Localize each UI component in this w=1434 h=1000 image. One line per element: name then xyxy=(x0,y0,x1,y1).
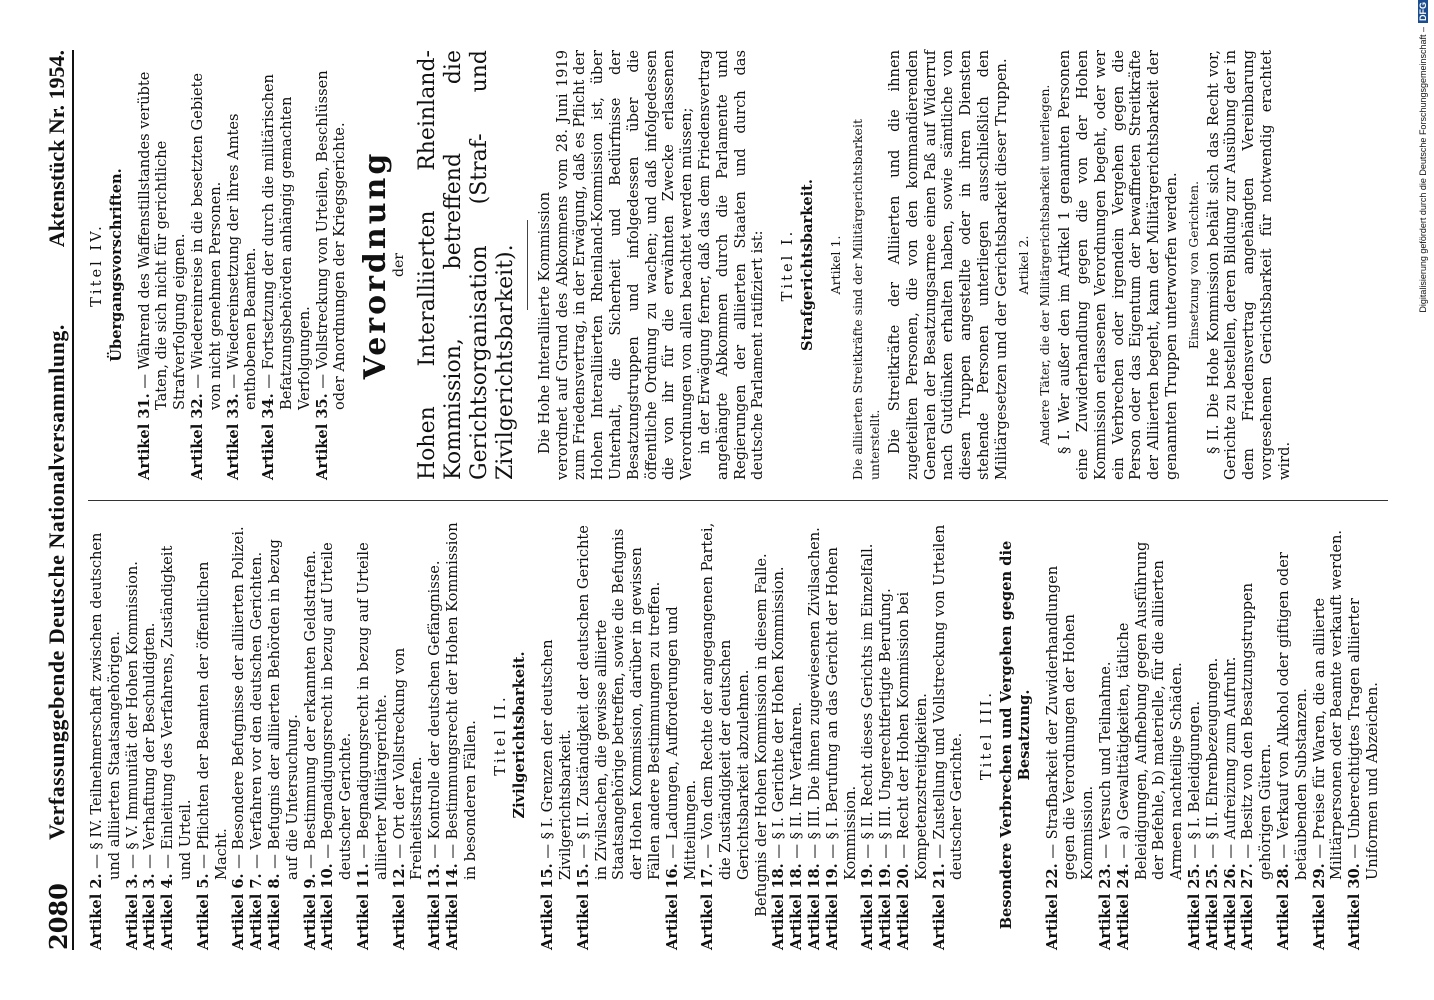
article-label: Artikel 7. xyxy=(248,873,266,950)
divider-line xyxy=(527,220,528,310)
article-description: — a) Gewalttätigkeiten, tätliche Beleidigungen, Aufhebung gegen Ausführung der Befehle, b) materielle, für die alliierten Armeen nachteilige Schäden. xyxy=(1114,541,1186,880)
article-label: Artikel 20. xyxy=(895,863,913,950)
article-1-text: Die Streitkräfte der Alliierten und die ihnen zugeteilten Personen, die von den kommandierenden Generalen der Besatzungsarmee einen Paß auf Widerruf nach Gutdünken erhalten haben, sowie sämtliche von diesen Truppen angestellte oder in ihren Diensten stehende Personen unterliegen ausschließlich den Militärgesetzen und der Gerichtsbarkeit dieser Truppen. xyxy=(886,50,1010,480)
article-list-c xyxy=(770,520,966,950)
toc-row xyxy=(88,520,124,950)
toc-row xyxy=(426,520,444,950)
toc-row xyxy=(1346,520,1382,950)
article-label: Artikel 8. xyxy=(265,873,283,950)
article-label: Artikel 30. xyxy=(1346,863,1364,950)
article-description: — § IV. Teilnehmerschaft zwischen deutschen und alliierten Staatsangehörigen. xyxy=(88,532,123,880)
toc-row xyxy=(806,520,824,950)
article-description: — Preise für Waren, die an alliierte Militärpersonen oder Beamte verkauft werden. xyxy=(1310,529,1346,880)
article-description: — Pflichten der Beamten der öffentlichen Macht. xyxy=(194,561,230,880)
toc-row xyxy=(159,520,195,950)
toc-row xyxy=(824,520,860,950)
article-list-b xyxy=(539,520,753,950)
article-2-note: Andere Täter, die der Militärgerichtsbarkeit unterliegen. xyxy=(1037,84,1053,446)
toc-row xyxy=(895,520,931,950)
toc-row xyxy=(355,520,391,950)
article-label: Artikel 22. xyxy=(1043,863,1061,950)
preamble-paragraph: verordnet auf Grund des Abkommens vom 28. Juni 1919 zum Friedensvertrag, in der Erwägung, daß es Pflicht der Hohen Interalliierten Rheinland-Kommission ist, über Unterhalt, die Sicherheit und Bedürfnisse der Besatzungstruppen und infolgedessen über die öffentliche Ordnung zu wachen; und daß infolgedessen die von ihr für die erwähnten Zwecke erlassenen Verordnungen von allen beachtet werden müssen; xyxy=(553,50,696,480)
toc-row xyxy=(1239,520,1275,950)
article-description: — Ladungen, Aufforderungen und Mitteilungen. xyxy=(663,606,699,880)
toc-row xyxy=(877,520,895,950)
article-1-heading: Artikel 1. xyxy=(827,235,843,295)
article-label: Artikel 19. xyxy=(823,863,841,950)
article-label: Artikel 27. xyxy=(1239,863,1257,950)
article-label: Artikel 3. xyxy=(123,873,141,950)
toc-row xyxy=(1097,520,1115,950)
article-label: Artikel 23. xyxy=(1097,863,1115,950)
article-2-text-2: § II. Die Hohe Kommission behält sich das Recht vor, Gerichte zu bestellen, deren Bildung zur Ausübung der in dem Friedensvertrag angehängten Vereinbarung vorgesehenen Gerichtsbarkeit für notwendig erachtet wird. xyxy=(1204,50,1293,480)
toc-row xyxy=(539,520,575,950)
article-label: Artikel 26. xyxy=(1221,863,1239,950)
toc-row xyxy=(189,50,225,480)
article-description: — § II. Zuständigkeit der deutschen Gerichte in Zivilsachen, die gewisse alliierte Staatsangehörige betreffen, sowie die Befugnis der Hohen Kommission, darüber in gewissen Fällen andere Bestimmungen zu treffen. xyxy=(574,525,663,880)
article-description: — Wiedereinreise in die besetzten Gebiete von nicht genehmen Personen. xyxy=(188,73,224,410)
left-column xyxy=(88,520,1382,950)
toc-row xyxy=(1186,520,1204,950)
article-description: — Wiedereinsetzung der ihres Amtes enthobenen Beamten. xyxy=(224,113,260,410)
article-label: Artikel 15. xyxy=(574,863,592,950)
article-2-heading: Artikel 2. xyxy=(1015,235,1031,295)
verordnung-heading: Verordnung xyxy=(358,150,394,380)
toc-row xyxy=(230,520,248,950)
toc-row xyxy=(1044,520,1097,950)
article-label: Artikel 18. xyxy=(788,863,806,950)
side-note-strip xyxy=(1412,0,1434,1000)
toc-row xyxy=(266,520,302,950)
titel-4-subheading: Übergangsvorschriften. xyxy=(107,168,125,362)
article-description: — Strafbarkeit der Zuwiderhandlungen gegen die Verordnungen der Hohen Kommission. xyxy=(1043,565,1097,880)
article-description: — § II. Ehrenbezeugungen. xyxy=(1203,657,1221,859)
article-label: Artikel 25. xyxy=(1186,863,1204,950)
toc-row xyxy=(195,520,231,950)
article-label: Artikel 4. xyxy=(159,873,177,950)
toc-row xyxy=(124,520,142,950)
toc-row xyxy=(1222,520,1240,950)
article-label: Artikel 17. xyxy=(699,863,717,950)
article-label: Artikel 35. xyxy=(313,393,331,480)
article-label: Artikel 14. xyxy=(443,863,461,950)
article-label: Artikel 15. xyxy=(539,863,557,950)
article-description: — Besondere Befugnisse der alliierten Polizei. xyxy=(230,526,248,869)
article-2-text: § I. Wer außer den im Artikel 1 genannten Personen eine Zuwiderhandlung gegen die von der Hohen Kommission erlassenen Verordnungen begeht, oder wer ein Verbrechen oder irgendein Vergehen gegen die Person oder das Eigentum der bewaffneten Streitkräfte der Alliierten begeht, kann der Militärgerichtsbarkeit der genannten Truppen unterworfen werden. xyxy=(1056,50,1181,480)
side-note-text: Digitalisierung gefördert durch die Deutsche Forschungsgemeinschaft – xyxy=(1418,27,1428,313)
page-number: 2080 xyxy=(44,883,73,950)
article-description: — § I. Gerichte der Hohen Kommission. xyxy=(770,566,788,859)
toc-row xyxy=(1311,520,1347,950)
column-divider xyxy=(88,500,1388,501)
article-label: Artikel 33. xyxy=(224,393,242,480)
article-label: Artikel 3. xyxy=(141,873,159,950)
article-label: Artikel 28. xyxy=(1275,863,1292,950)
toc-row xyxy=(788,520,806,950)
article-description: — Fortsetzung der durch die militärischen Befatzungsbehörden anhängig gemachten Verfolgungen. xyxy=(260,74,313,410)
befugnis-heading: Befugnis der Hohen Kommission in diesem Falle. xyxy=(752,553,770,917)
article-description: — § I. Grenzen der deutschen Zivilgerichtsbarkeit. xyxy=(539,639,574,880)
article-1-note: Die alliierten Streitkräfte sind der Militärgerichtsbarkeit unterstellt. xyxy=(849,119,883,480)
article-label: Artikel 19. xyxy=(859,863,877,950)
article-description: — Verkauf von Alkohol oder giftigen oder betäubenden Substanzen. xyxy=(1275,552,1310,880)
right-column xyxy=(88,50,1294,480)
article-list-a xyxy=(88,520,480,950)
article-description: — § II. Recht dieses Gerichts im Einzelfall. xyxy=(859,543,877,859)
article-label: Artikel 16. xyxy=(663,863,681,950)
toc-row xyxy=(248,520,266,950)
titel-1-subheading: Strafgerichtsbarkeit. xyxy=(798,179,816,351)
header-rule xyxy=(72,50,74,950)
titel-4-heading: Titel IV. xyxy=(88,223,105,307)
article-label: Artikel 6. xyxy=(230,873,248,950)
article-label: Artikel 24. xyxy=(1114,863,1132,950)
article-description: — Besitz von den Besatzungstruppen gehörigen Gütern. xyxy=(1239,582,1275,880)
article-label: Artikel 25. xyxy=(1203,863,1221,950)
article-description: — Unberechtigtes Tragen alliierter Uniformen und Abzeichen. xyxy=(1346,598,1381,880)
article-description: — Zustellung und Vollstreckung von Urteilen deutscher Gerichte. xyxy=(930,524,966,880)
article-description: — Begnadigungsrecht in bezug auf Urteile alliierter Militärgerichte. xyxy=(354,542,390,880)
toc-row xyxy=(699,520,752,950)
einsetzung-heading: Einsetzung von Gerichten. xyxy=(1185,180,1201,350)
article-label: Artikel 29. xyxy=(1310,863,1328,950)
toc-row xyxy=(859,520,877,950)
toc-row xyxy=(444,520,480,950)
titel-2-heading: Titel II. xyxy=(491,694,509,776)
article-description: — § I. Berufung an das Gericht der Hohen Kommission. xyxy=(823,547,859,880)
side-note xyxy=(1418,0,1434,1000)
dfg-badge: DFG xyxy=(1418,2,1428,21)
article-label: Artikel 2. xyxy=(88,873,105,950)
page-header xyxy=(44,50,74,950)
toc-row xyxy=(260,50,313,480)
article-description: — Kontrolle der deutschen Gefängnisse. xyxy=(426,560,444,859)
article-label: Artikel 32. xyxy=(188,393,206,480)
article-description: — § II. Ihr Verfahren. xyxy=(788,701,806,859)
article-description: — Während des Waffenstillstandes verübte Taten, die sich nicht für gerichtliche Strafverfolgung eignen. xyxy=(135,71,189,410)
toc-row xyxy=(391,520,427,950)
article-description: — Einleitung des Verfahrens, Zuständigkeit und Urteil. xyxy=(159,545,194,880)
verordnung-title: Hohen Interalliierten Rheinland-Kommission, betreffend die Gerichtsorganisation (Straf- und Zivilgerichtsbarkeit). xyxy=(414,50,518,480)
toc-row xyxy=(319,520,355,950)
article-description: — Vollstreckung von Urteilen, Beschlüssen oder Anordnungen der Kriegsgerichte. xyxy=(313,70,349,410)
toc-row xyxy=(136,50,189,480)
article-description: — Von dem Rechte der angegangenen Partei, die Zuständigkeit der deutschen Gerichtsbarkeit abzulehnen. xyxy=(699,522,752,880)
article-label: Artikel 18. xyxy=(770,863,788,950)
article-label: Artikel 9. xyxy=(301,873,319,950)
article-description: — Ort der Vollstreckung von Freiheitsstrafen. xyxy=(390,647,426,880)
article-list-e xyxy=(136,50,350,480)
document-title: Verfassunggebende Deutsche Nationalversammlung. xyxy=(44,324,69,840)
article-description: — Verhaftung der Beschuldigten. xyxy=(141,622,159,869)
article-list-d xyxy=(1044,520,1382,950)
toc-row xyxy=(302,520,320,950)
article-label: Artikel 13. xyxy=(426,863,444,950)
article-description: — Recht der Hohen Kommission bei Kompetenzstreitigkeiten. xyxy=(895,591,930,880)
toc-row xyxy=(141,520,159,950)
article-description: — Verfahren vor den deutschen Gerichten. xyxy=(248,551,266,869)
article-label: Artikel 12. xyxy=(390,863,408,950)
titel-1-heading: Titel I. xyxy=(779,228,797,302)
article-label: Artikel 21. xyxy=(930,863,948,950)
article-description: — § V. Immunität der Hohen Kommission. xyxy=(123,561,141,869)
toc-row xyxy=(664,520,700,950)
article-description: — § III. Die ihnen zugewiesenen Zivilsachen. xyxy=(806,527,824,859)
page-frame xyxy=(44,50,1404,950)
toc-row xyxy=(314,50,350,480)
preamble-opening: Die Hohe Interalliierte Kommission xyxy=(535,191,553,454)
toc-row xyxy=(1275,520,1311,950)
titel-3-heading: Titel III. xyxy=(978,689,996,781)
article-description: — Versuch und Teilnahme. xyxy=(1097,661,1115,859)
toc-row xyxy=(1204,520,1222,950)
article-label: Artikel 18. xyxy=(806,863,824,950)
der-word: der xyxy=(390,253,407,277)
article-description: — Aufreizung zum Aufruhr. xyxy=(1221,656,1239,859)
toc-row xyxy=(770,520,788,950)
preamble-paragraph-2: in der Erwägung ferner, daß das dem Friedensvertrag angehängte Abkommen durch die Parlamente und Regierungen der alliierten Staaten und durch das deutsche Parlament ratifiziert ist: xyxy=(695,50,767,480)
toc-row xyxy=(225,50,261,480)
article-description: — Begnadigungsrecht in bezug auf Urteile deutscher Gerichte. xyxy=(319,542,355,880)
article-description: — § III. Ungerechtfertigte Berufung. xyxy=(877,588,895,859)
article-description: — § I. Beleidigungen. xyxy=(1186,700,1204,859)
titel-2-subheading: Zivilgerichtsbarkeit. xyxy=(511,651,529,819)
toc-row xyxy=(575,520,664,950)
article-label: Artikel 34. xyxy=(260,393,278,480)
aktenstueck-number: Aktenstück Nr. 1954. xyxy=(44,50,69,248)
toc-row xyxy=(1115,520,1186,950)
titel-3-subheading: Besondere Verbrechen und Vergehen gegen die Besatzung. xyxy=(998,540,1033,930)
article-description: — Bestimmung der erkannten Geldstrafen. xyxy=(301,550,319,869)
article-label: Artikel 19. xyxy=(877,863,895,950)
article-label: Artikel 5. xyxy=(194,873,212,950)
toc-row xyxy=(931,520,967,950)
article-description: — Befugnis der alliierten Behörden in bezug auf die Untersuchung. xyxy=(265,539,301,880)
article-label: Artikel 31. xyxy=(135,393,153,480)
article-label: Artikel 10. xyxy=(319,863,337,950)
article-label: Artikel 11. xyxy=(354,863,372,950)
article-description: — Bestimmungsrecht der Hohen Kommission in besonderen Fällen. xyxy=(443,522,479,880)
